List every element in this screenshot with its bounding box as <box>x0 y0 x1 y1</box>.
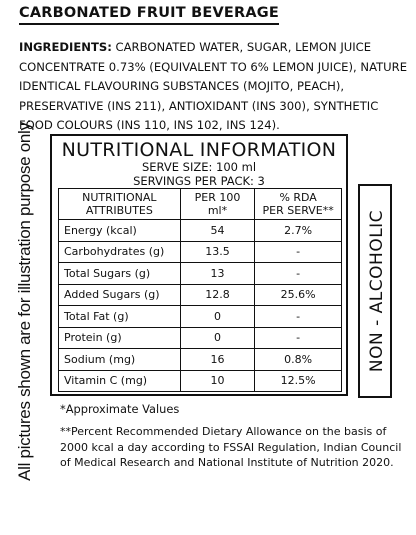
row-rda: 25.6% <box>255 284 342 306</box>
row-rda: - <box>255 241 342 263</box>
header-attributes-line1: NUTRITIONAL <box>82 191 157 204</box>
product-title: CARBONATED FRUIT BEVERAGE <box>19 5 279 25</box>
row-rda: 12.5% <box>255 370 342 392</box>
row-name: Energy (kcal) <box>59 220 181 242</box>
row-name: Total Fat (g) <box>59 306 181 328</box>
row-rda: - <box>255 327 342 349</box>
non-alcoholic-label: NON - ALCOHOLIC <box>367 209 387 373</box>
header-attributes <box>59 189 181 220</box>
serve-size: SERVE SIZE: 100 ml <box>141 160 257 174</box>
row-rda: - <box>255 306 342 328</box>
row-per100: 10 <box>180 370 255 392</box>
row-name: Protein (g) <box>59 327 181 349</box>
nutrition-title: NUTRITIONAL INFORMATION <box>61 139 337 161</box>
ingredients-text: CARBONATED WATER, SUGAR, LEMON JUICE CONCENTRATE 0.73% (EQUIVALENT TO 6% LEMON JUICE), NATURE IDENTICAL FLAVOURING SUBSTANCES (MOJITO, PEACH), PRESERVATIVE (INS 211), ANTIOXIDANT (INS 300), SYNTHETIC FOOD COLOURS (INS 110, INS 102, INS 124). <box>19 40 408 132</box>
table-row <box>59 284 342 306</box>
row-per100: 0 <box>180 306 255 328</box>
header-attributes-line2: ATTRIBUTES <box>85 204 153 217</box>
approximate-values-note: *Approximate Values <box>60 402 180 416</box>
row-per100: 13 <box>180 263 255 285</box>
row-per100: 13.5 <box>180 241 255 263</box>
row-name: Carbohydrates (g) <box>59 241 181 263</box>
table-row <box>59 220 342 242</box>
table-row <box>59 370 342 392</box>
header-rda-line1: % RDA <box>279 191 317 204</box>
table-row <box>59 241 342 263</box>
row-name: Added Sugars (g) <box>59 284 181 306</box>
table-row <box>59 327 342 349</box>
servings-per-pack: SERVINGS PER PACK: 3 <box>133 174 265 188</box>
table-row <box>59 263 342 285</box>
row-name: Sodium (mg) <box>59 349 181 371</box>
nutrition-table <box>58 188 342 392</box>
table-row <box>59 349 342 371</box>
illustration-disclaimer: All pictures shown are for illustration purpose only. <box>15 119 34 481</box>
non-alcoholic-badge <box>358 184 392 398</box>
header-rda <box>255 189 342 220</box>
row-per100: 54 <box>180 220 255 242</box>
header-per-100ml: PER 100 ml* <box>180 189 255 220</box>
row-name: Total Sugars (g) <box>59 263 181 285</box>
ingredients-block <box>19 38 411 136</box>
header-rda-line2: PER SERVE** <box>262 204 334 217</box>
row-per100: 0 <box>180 327 255 349</box>
row-rda: 0.8% <box>255 349 342 371</box>
row-per100: 16 <box>180 349 255 371</box>
row-name: Vitamin C (mg) <box>59 370 181 392</box>
table-header-row <box>59 189 342 220</box>
rda-footnote: **Percent Recommended Dietary Allowance on the basis of 2000 kcal a day according to FSSAI Regulation, Indian Council of Medical Research and National Institute of Nutrition 2020. <box>60 425 402 469</box>
ingredients-label: INGREDIENTS: <box>19 40 112 54</box>
nutrition-panel <box>50 134 348 396</box>
row-per100: 12.8 <box>180 284 255 306</box>
table-row <box>59 306 342 328</box>
row-rda: 2.7% <box>255 220 342 242</box>
row-rda: - <box>255 263 342 285</box>
